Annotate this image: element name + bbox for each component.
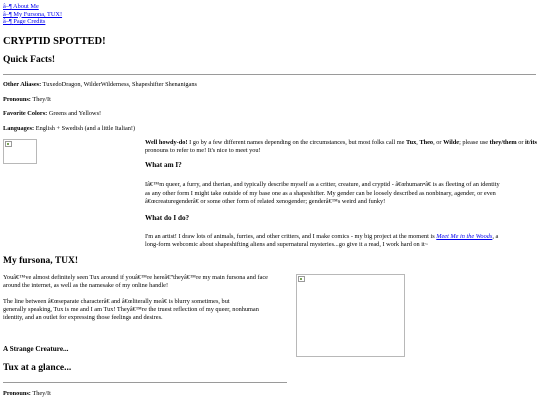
section-divider [3,74,536,75]
broken-image-icon [298,276,305,282]
intro-paragraph: Well howdy-do! I go by a few different names depending on the circumstances, but most folks call me Tux, Theo, or Wilde; please use they/them or it/its pronouns to refer to me! It's nice to meet you! [145,139,537,155]
favorite-colors-fact: Favorite Colors: Greens and Yellows! [3,110,102,117]
quick-facts-heading: Quick Facts! [3,55,55,65]
what-do-i-do-heading: What do I do? [145,214,190,222]
nav-links [3,3,62,26]
what-do-i-do-line-1: I'm an artist! I draw lots of animals, furries, and other critters, and I make comics - my big project at the moment is Meet Me in the Woods, a [145,233,499,240]
triangle-icon: â–¶ [3,3,12,10]
fursona-p2-line-2: generally speaking, Tux is me and I am Tux! Theyâ€™re the truest reflection of my queer, nonhuman [3,306,259,313]
nav-link-about-me[interactable]: â–¶ About Me [3,3,39,10]
tux-glance-heading: Tux at a glance... [3,363,72,373]
triangle-icon: â–¶ [3,10,12,18]
fursona-heading: My fursona, TUX! [3,256,79,266]
section-divider [3,382,287,383]
profile-image [3,139,37,164]
comic-link[interactable]: Meet Me in the Woods [436,233,493,240]
what-am-i-line-2: as any other form I might take outside of my base one as a shapeshifter. My gender can be loosely described as nonbinary, agender, or even [145,190,496,197]
what-am-i-line-1: Iâ€™m queer, a furry, and therian, and typically describe myself as a critter, creature, and cryptid - â€œhuman•â€ is as fleeting of an identity [145,181,500,188]
pronouns-fact: Pronouns: They/It [3,96,51,103]
strange-creature-heading: A Strange Creature... [3,345,69,353]
fursona-p2-line-1: The line between â€œseparate characterâ€ and â€œliterally meâ€ is blurry sometimes, but [3,298,230,305]
page-title: CRYPTID SPOTTED! [3,36,106,47]
fursona-p2-line-3: identity, and an outlet for expressing those feelings and desires. [3,314,163,321]
triangle-icon: â–¶ [3,18,12,25]
languages-fact: Languages: English + Swedish (and a little Italian!) [3,125,136,132]
broken-image-icon [5,141,12,147]
fursona-p1-line-1: Youâ€™ve almost definitely seen Tux around if youâ€™re hereâ€”theyâ€™re my main fursona and face [3,274,268,281]
what-am-i-line-3: â€œcreaturegenderâ€ or some other form of related xenogender; genderâ€™s weird and funky! [145,198,386,205]
what-am-i-heading: What am I? [145,161,182,169]
nav-link-my-fursona[interactable]: â–¶ My Fursona, TUX! [3,10,63,18]
tux-pronouns: Pronouns: They/It [3,390,51,397]
nav-link-page-credits[interactable]: â–¶ Page Credits [3,18,46,25]
fursona-p1-line-2: around the internet, as well as the namesake of my online handle! [3,282,169,289]
fursona-image [296,274,405,357]
what-do-i-do-line-2: long-form webcomic about shapeshifting aliens and supernatural mysteries...go give it a read, I work hard on it~ [145,241,429,248]
other-aliases: Other Aliases: TuxedoDragon, WilderWilderness, Shapeshifter Shenanigans [3,81,197,88]
